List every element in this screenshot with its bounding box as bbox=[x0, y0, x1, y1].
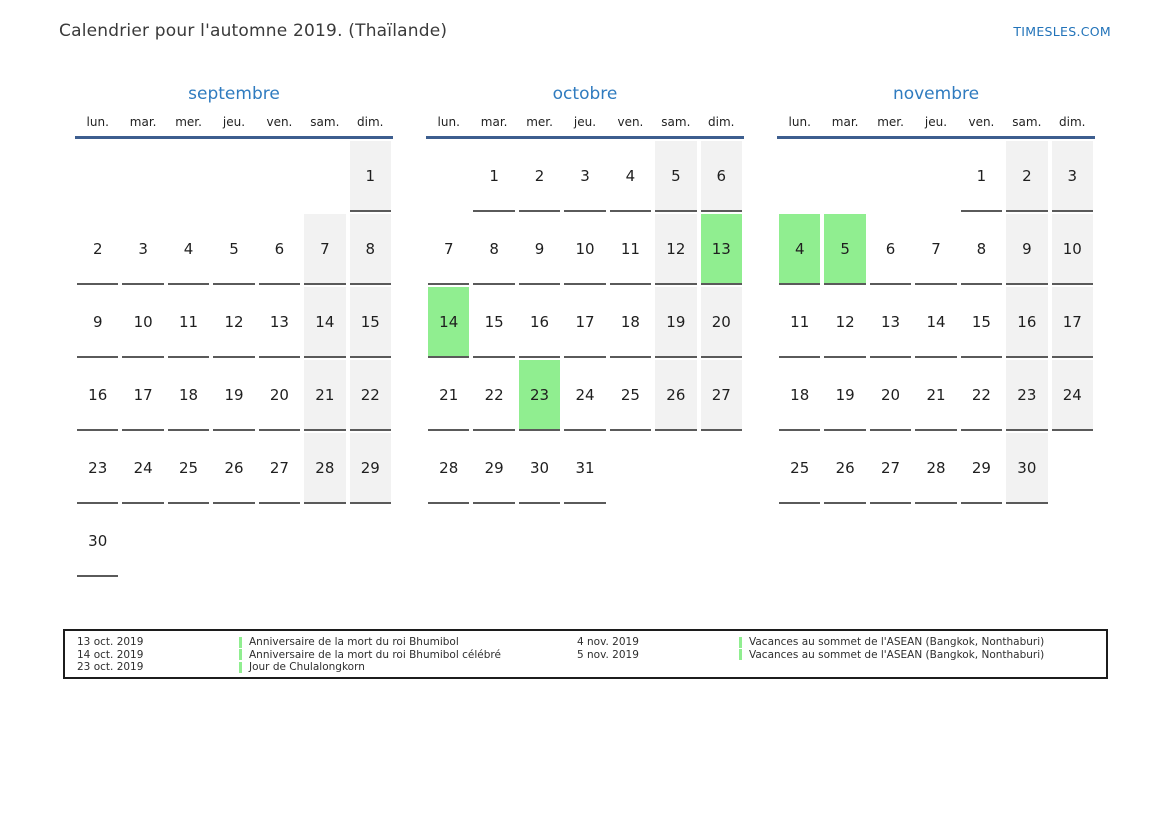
day-cell: 26 bbox=[824, 433, 865, 504]
weekday-header bbox=[777, 115, 1095, 139]
day-cell: 25 bbox=[168, 433, 209, 504]
day-cell: 13 bbox=[870, 287, 911, 358]
month-septembre bbox=[75, 84, 393, 579]
empty-cell bbox=[122, 506, 163, 577]
day-cell: 24 bbox=[564, 360, 605, 431]
legend-label: Anniversaire de la mort du roi Bhumibol bbox=[249, 636, 459, 649]
legend-box bbox=[63, 629, 1108, 679]
month-grid bbox=[75, 141, 393, 579]
day-cell: 27 bbox=[870, 433, 911, 504]
day-cell: 17 bbox=[122, 360, 163, 431]
month-grid bbox=[777, 141, 1095, 506]
day-cell: 24 bbox=[122, 433, 163, 504]
day-cell: 7 bbox=[915, 214, 956, 285]
legend-label: Anniversaire de la mort du roi Bhumibol célébré bbox=[249, 648, 501, 661]
day-cell: 2 bbox=[519, 141, 560, 212]
day-cell: 14 bbox=[915, 287, 956, 358]
weekday-label: ven. bbox=[968, 115, 995, 129]
day-cell: 3 bbox=[122, 214, 163, 285]
empty-cell bbox=[655, 433, 696, 504]
empty-cell bbox=[701, 433, 742, 504]
legend-label: Vacances au sommet de l'ASEAN (Bangkok, Nonthaburi) bbox=[749, 648, 1045, 661]
holiday-marker-icon bbox=[739, 637, 742, 648]
empty-cell bbox=[779, 141, 820, 212]
day-cell: 12 bbox=[655, 214, 696, 285]
legend-entry bbox=[77, 636, 577, 649]
empty-cell bbox=[213, 506, 254, 577]
legend-column-right bbox=[577, 636, 1106, 677]
month-novembre bbox=[777, 84, 1095, 579]
weekday-label: sam. bbox=[1012, 115, 1042, 129]
day-cell: 16 bbox=[1006, 287, 1047, 358]
day-cell: 30 bbox=[77, 506, 118, 577]
empty-cell bbox=[915, 141, 956, 212]
day-cell: 10 bbox=[1052, 214, 1093, 285]
day-cell: 8 bbox=[961, 214, 1002, 285]
day-cell: 1 bbox=[961, 141, 1002, 212]
day-cell: 25 bbox=[610, 360, 651, 431]
weekday-header bbox=[75, 115, 393, 139]
day-cell: 17 bbox=[564, 287, 605, 358]
weekday-label: ven. bbox=[617, 115, 644, 129]
empty-cell bbox=[824, 141, 865, 212]
day-cell: 9 bbox=[77, 287, 118, 358]
day-cell: 26 bbox=[655, 360, 696, 431]
holiday-marker-icon bbox=[239, 662, 242, 673]
day-cell: 31 bbox=[564, 433, 605, 504]
legend-date: 5 nov. 2019 bbox=[577, 648, 639, 661]
day-cell: 1 bbox=[473, 141, 514, 212]
day-cell: 23 bbox=[519, 360, 560, 431]
day-cell: 11 bbox=[779, 287, 820, 358]
day-cell: 11 bbox=[610, 214, 651, 285]
day-cell: 9 bbox=[1006, 214, 1047, 285]
weekday-label: dim. bbox=[708, 115, 735, 129]
legend-entry bbox=[577, 649, 1106, 662]
legend-entry bbox=[77, 649, 577, 662]
month-title: octobre bbox=[552, 84, 618, 104]
month-grid bbox=[426, 141, 744, 506]
weekday-label: jeu. bbox=[573, 115, 597, 129]
day-cell: 23 bbox=[1006, 360, 1047, 431]
day-cell: 12 bbox=[213, 287, 254, 358]
day-cell: 14 bbox=[428, 287, 469, 358]
day-cell: 30 bbox=[1006, 433, 1047, 504]
day-cell: 10 bbox=[564, 214, 605, 285]
day-cell: 22 bbox=[473, 360, 514, 431]
empty-cell bbox=[259, 506, 300, 577]
day-cell: 14 bbox=[304, 287, 345, 358]
weekday-label: ven. bbox=[266, 115, 293, 129]
day-cell: 8 bbox=[473, 214, 514, 285]
day-cell: 28 bbox=[428, 433, 469, 504]
legend-date: 13 oct. 2019 bbox=[77, 636, 144, 649]
legend-label: Vacances au sommet de l'ASEAN (Bangkok, Nonthaburi) bbox=[749, 636, 1045, 649]
weekday-label: mer. bbox=[526, 115, 553, 129]
day-cell: 29 bbox=[473, 433, 514, 504]
day-cell: 4 bbox=[779, 214, 820, 285]
empty-cell bbox=[1052, 433, 1093, 504]
day-cell: 1 bbox=[350, 141, 391, 212]
day-cell: 21 bbox=[428, 360, 469, 431]
day-cell: 28 bbox=[915, 433, 956, 504]
day-cell: 18 bbox=[779, 360, 820, 431]
day-cell: 6 bbox=[870, 214, 911, 285]
day-cell: 5 bbox=[213, 214, 254, 285]
day-cell: 15 bbox=[350, 287, 391, 358]
day-cell: 5 bbox=[824, 214, 865, 285]
legend-date: 23 oct. 2019 bbox=[77, 661, 144, 674]
day-cell: 20 bbox=[870, 360, 911, 431]
day-cell: 18 bbox=[168, 360, 209, 431]
day-cell: 10 bbox=[122, 287, 163, 358]
weekday-label: mar. bbox=[831, 115, 859, 129]
holiday-marker-icon bbox=[239, 649, 242, 660]
day-cell: 22 bbox=[350, 360, 391, 431]
day-cell: 4 bbox=[168, 214, 209, 285]
day-cell: 15 bbox=[961, 287, 1002, 358]
day-cell: 3 bbox=[564, 141, 605, 212]
day-cell: 8 bbox=[350, 214, 391, 285]
day-cell: 22 bbox=[961, 360, 1002, 431]
legend-date: 4 nov. 2019 bbox=[577, 636, 639, 649]
empty-cell bbox=[213, 141, 254, 212]
day-cell: 21 bbox=[304, 360, 345, 431]
page-title: Calendrier pour l'automne 2019. (Thaïlande) bbox=[59, 21, 448, 41]
day-cell: 21 bbox=[915, 360, 956, 431]
weekday-label: dim. bbox=[357, 115, 384, 129]
month-octobre bbox=[426, 84, 744, 579]
weekday-label: lun. bbox=[788, 115, 811, 129]
weekday-label: sam. bbox=[661, 115, 691, 129]
day-cell: 13 bbox=[259, 287, 300, 358]
empty-cell bbox=[350, 506, 391, 577]
day-cell: 16 bbox=[77, 360, 118, 431]
weekday-label: mar. bbox=[480, 115, 508, 129]
empty-cell bbox=[122, 141, 163, 212]
day-cell: 24 bbox=[1052, 360, 1093, 431]
empty-cell bbox=[168, 141, 209, 212]
empty-cell bbox=[610, 433, 651, 504]
day-cell: 9 bbox=[519, 214, 560, 285]
day-cell: 19 bbox=[824, 360, 865, 431]
month-title: novembre bbox=[892, 84, 980, 104]
empty-cell bbox=[304, 141, 345, 212]
weekday-label: jeu. bbox=[924, 115, 948, 129]
day-cell: 25 bbox=[779, 433, 820, 504]
day-cell: 23 bbox=[77, 433, 118, 504]
day-cell: 26 bbox=[213, 433, 254, 504]
empty-cell bbox=[870, 141, 911, 212]
legend-entry bbox=[577, 636, 1106, 649]
day-cell: 3 bbox=[1052, 141, 1093, 212]
day-cell: 15 bbox=[473, 287, 514, 358]
weekday-label: dim. bbox=[1059, 115, 1086, 129]
weekday-label: mer. bbox=[877, 115, 904, 129]
day-cell: 27 bbox=[259, 433, 300, 504]
day-cell: 20 bbox=[701, 287, 742, 358]
day-cell: 29 bbox=[961, 433, 1002, 504]
day-cell: 6 bbox=[701, 141, 742, 212]
empty-cell bbox=[428, 141, 469, 212]
day-cell: 18 bbox=[610, 287, 651, 358]
holiday-marker-icon bbox=[739, 649, 742, 660]
empty-cell bbox=[259, 141, 300, 212]
day-cell: 2 bbox=[1006, 141, 1047, 212]
day-cell: 6 bbox=[259, 214, 300, 285]
day-cell: 19 bbox=[213, 360, 254, 431]
day-cell: 11 bbox=[168, 287, 209, 358]
weekday-label: lun. bbox=[86, 115, 109, 129]
day-cell: 4 bbox=[610, 141, 651, 212]
legend-column-left bbox=[77, 636, 577, 677]
legend-date: 14 oct. 2019 bbox=[77, 648, 144, 661]
weekday-header bbox=[426, 115, 744, 139]
legend-entry bbox=[77, 661, 577, 674]
day-cell: 16 bbox=[519, 287, 560, 358]
weekday-label: lun. bbox=[437, 115, 460, 129]
day-cell: 7 bbox=[428, 214, 469, 285]
month-title: septembre bbox=[188, 84, 280, 104]
empty-cell bbox=[304, 506, 345, 577]
day-cell: 30 bbox=[519, 433, 560, 504]
weekday-label: mer. bbox=[175, 115, 202, 129]
day-cell: 13 bbox=[701, 214, 742, 285]
weekday-label: jeu. bbox=[222, 115, 246, 129]
day-cell: 7 bbox=[304, 214, 345, 285]
weekday-label: sam. bbox=[310, 115, 340, 129]
day-cell: 12 bbox=[824, 287, 865, 358]
weekday-label: mar. bbox=[129, 115, 157, 129]
site-link[interactable]: TIMESLES.COM bbox=[1013, 24, 1111, 39]
day-cell: 20 bbox=[259, 360, 300, 431]
day-cell: 17 bbox=[1052, 287, 1093, 358]
holiday-marker-icon bbox=[239, 637, 242, 648]
day-cell: 5 bbox=[655, 141, 696, 212]
day-cell: 29 bbox=[350, 433, 391, 504]
legend-label: Jour de Chulalongkorn bbox=[249, 661, 365, 674]
empty-cell bbox=[77, 141, 118, 212]
calendar-months bbox=[75, 84, 1095, 579]
day-cell: 19 bbox=[655, 287, 696, 358]
empty-cell bbox=[168, 506, 209, 577]
day-cell: 28 bbox=[304, 433, 345, 504]
day-cell: 2 bbox=[77, 214, 118, 285]
day-cell: 27 bbox=[701, 360, 742, 431]
